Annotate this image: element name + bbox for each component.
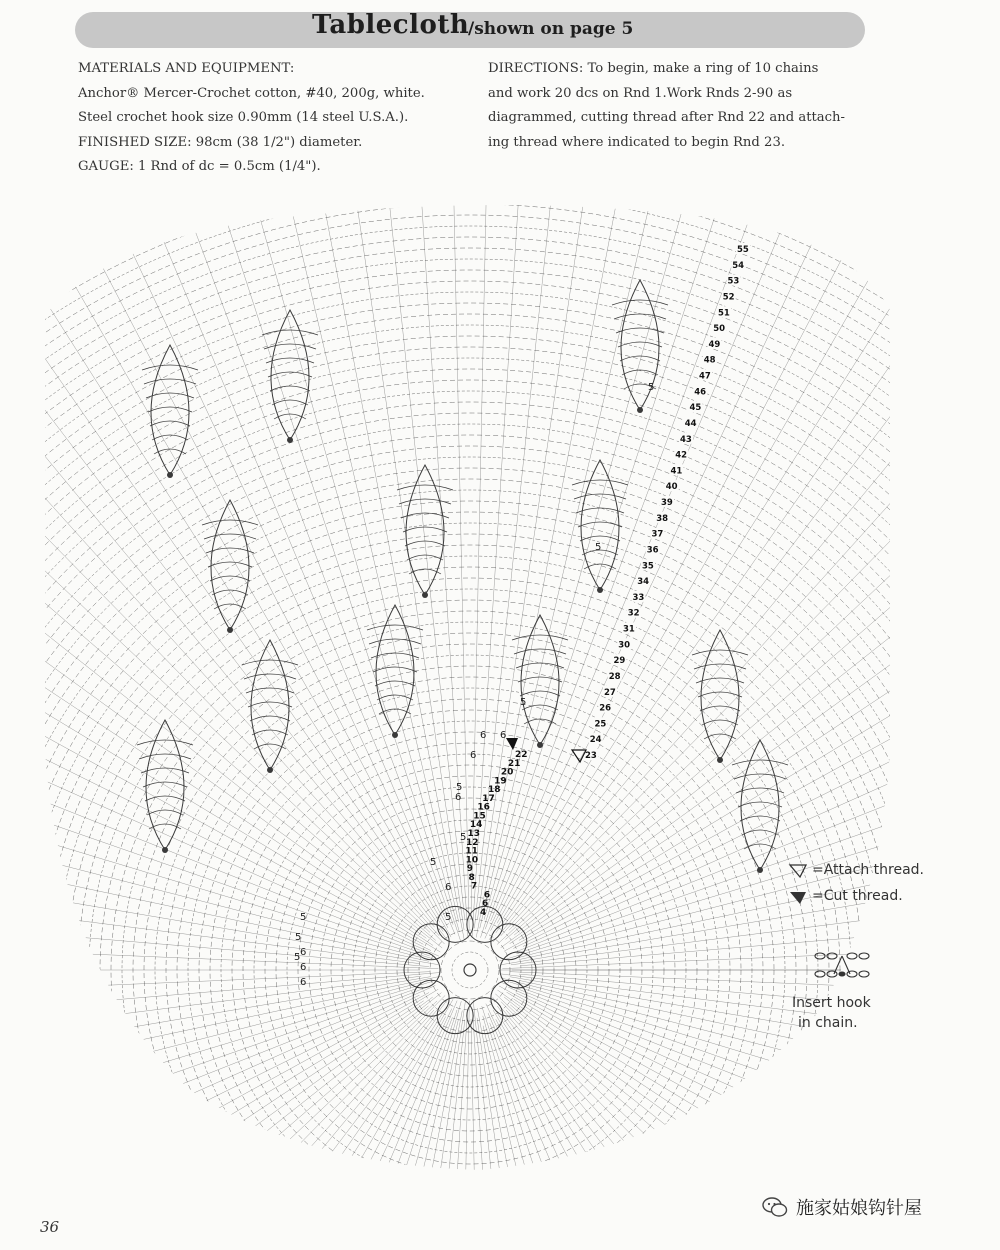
stitch-line	[53, 1016, 446, 1190]
stitch-line	[483, 1016, 712, 1190]
stitch-line	[0, 710, 438, 961]
materials-thread: Anchor® Mercer-Crochet cotton, #40, 200g, white.	[78, 85, 425, 101]
round-number: 42	[675, 450, 688, 461]
round-number: 12	[466, 837, 479, 848]
directions-line: DIRECTIONS: To begin, make a ring of 10 chains	[488, 61, 819, 76]
motif-center-dot	[637, 407, 643, 413]
round-number: 6	[483, 890, 491, 901]
pineapple-motif	[521, 615, 559, 745]
chain-round	[0, 226, 1000, 1190]
center-ring	[464, 964, 476, 976]
repeat-mark: 6	[500, 730, 507, 741]
stitch-line	[0, 536, 423, 944]
chain-round	[0, 303, 1000, 1190]
stitch-line	[0, 895, 429, 967]
stitch-line	[0, 1001, 424, 1190]
cut-thread-marker	[506, 738, 518, 750]
stitch-line	[156, 1018, 452, 1190]
round-number: 27	[604, 687, 616, 698]
stitch-line	[0, 746, 420, 957]
round-number: 47	[699, 371, 711, 382]
pineapple-motif	[701, 630, 739, 760]
stitch-line	[489, 210, 952, 940]
round-number: 26	[599, 703, 612, 714]
directions-column	[488, 57, 860, 155]
round-number: 54	[732, 260, 745, 271]
round-number: 55	[737, 245, 749, 255]
attach-thread-icon	[788, 862, 808, 880]
pineapple-row	[514, 649, 566, 654]
pineapple-row	[252, 730, 288, 735]
legend-attach-label: =Attach thread.	[812, 862, 924, 878]
pineapple-row	[403, 527, 447, 532]
pineapple-row	[150, 421, 190, 426]
stitch-line	[497, 1006, 1000, 1190]
round-number: 52	[722, 292, 735, 303]
stitch-line	[482, 1006, 748, 1190]
chain-round	[210, 710, 730, 1190]
stitch-line	[0, 985, 435, 1190]
stitch-line	[0, 674, 430, 956]
round-number: 31	[623, 624, 635, 635]
pineapple-row	[742, 830, 778, 835]
pineapple-row	[369, 639, 421, 644]
round-number: 4	[480, 908, 487, 918]
insert-hook-icon	[810, 948, 874, 984]
stitch-line	[486, 1004, 853, 1190]
stitch-line	[471, 1019, 489, 1190]
pineapple-row	[373, 667, 417, 672]
directions-line: ing thread where indicated to begin Rnd 23.	[488, 134, 786, 150]
stitch-line	[501, 1015, 983, 1190]
repeat-mark: 5	[295, 932, 302, 943]
crochet-diagram-svg	[0, 190, 1000, 1190]
round-number: 53	[727, 276, 740, 287]
round-number: 41	[670, 466, 683, 477]
pineapple-row	[734, 774, 786, 779]
chain-round	[0, 215, 1000, 1190]
stitch-line	[488, 1013, 819, 1190]
motif-center-dot	[227, 627, 233, 633]
stitch-line	[498, 990, 1000, 1190]
chain-round	[441, 941, 499, 999]
pineapple-row	[512, 635, 568, 640]
round-number: 13	[467, 829, 481, 839]
stitch-line	[504, 997, 1000, 1190]
stitch-line	[301, 190, 467, 940]
chain-round	[0, 193, 1000, 1190]
repeat-mark: 6	[300, 962, 307, 973]
stitch-line	[505, 382, 1000, 939]
round-number: 21	[507, 758, 521, 769]
stitch-line	[0, 231, 443, 932]
stitch-line	[508, 987, 1000, 1190]
round-number: 23	[585, 751, 597, 761]
round-number: 28	[608, 671, 621, 682]
stitch-line	[0, 989, 438, 1190]
finished-size: FINISHED SIZE: 98cm (38 1/2") diameter.	[78, 134, 363, 150]
pineapple-row	[698, 692, 742, 697]
stitch-line	[87, 190, 446, 918]
pineapple-row	[210, 576, 250, 581]
stitch-line	[509, 982, 1000, 1190]
pineapple-row	[204, 534, 256, 539]
pineapple-row	[520, 691, 560, 696]
stitch-line	[519, 504, 1000, 941]
motif-center-dot	[287, 437, 293, 443]
round-number: 46	[694, 387, 707, 398]
stitch-line	[506, 1010, 1000, 1190]
chain-round	[232, 732, 708, 1190]
repeat-mark: 6	[480, 730, 487, 741]
stitch-line	[264, 1019, 458, 1190]
stitch-line	[519, 974, 1000, 1045]
motif-center-dot	[717, 757, 723, 763]
chain-round	[430, 930, 510, 1010]
pineapple-motif	[251, 640, 289, 770]
chain-round	[100, 600, 840, 1190]
pineapple-row	[244, 674, 296, 679]
stitch-line	[0, 277, 435, 928]
pineapple-row	[618, 342, 662, 347]
pineapple-row	[144, 379, 196, 384]
stitch-line	[509, 746, 1000, 960]
pineapple-row	[407, 555, 443, 560]
round-number: 44	[684, 418, 697, 429]
pineapple-row	[522, 705, 558, 710]
repeat-mark: 6	[445, 882, 452, 893]
chain-round	[188, 688, 752, 1190]
pineapple-motif	[376, 605, 414, 735]
repeat-mark: 5	[460, 832, 467, 843]
lace-body	[0, 190, 1000, 1190]
stitch-line	[0, 1007, 447, 1190]
cut-thread-icon	[788, 889, 808, 907]
stitch-line	[0, 932, 438, 968]
round-number: 15	[473, 811, 486, 822]
stitch-line	[0, 210, 440, 922]
chain-round	[0, 237, 1000, 1190]
chain-round	[0, 314, 1000, 1190]
pineapple-row	[692, 650, 748, 655]
round-number: 24	[589, 735, 602, 746]
chain-round	[122, 622, 818, 1190]
chain-round	[0, 413, 1000, 1190]
round-number: 7	[470, 881, 478, 892]
stitch-line	[0, 441, 426, 938]
pineapple-row	[139, 754, 191, 759]
chain-round	[243, 743, 697, 1190]
stitch-line	[0, 1004, 442, 1190]
pineapple-row	[206, 548, 254, 553]
round-number: 35	[642, 561, 654, 572]
pineapple-row	[572, 480, 628, 485]
stitch-line	[474, 190, 564, 928]
round-number: 37	[651, 529, 664, 540]
round-number: 40	[665, 482, 678, 493]
stitch-line	[496, 1019, 887, 1190]
directions-line: and work 20 dcs on Rnd 1.Work Rnds 2-90 as	[488, 85, 793, 101]
repeat-mark: 5	[300, 912, 307, 923]
pineapple-row	[208, 562, 252, 567]
round-number: 48	[703, 355, 716, 366]
stitch-line	[376, 1020, 465, 1190]
stitch-line	[0, 570, 431, 951]
stitch-line	[510, 972, 1000, 1008]
chain-round	[0, 446, 994, 1190]
stitch-line	[501, 978, 1000, 1190]
repeat-mark: 5	[520, 697, 527, 708]
chain-round	[155, 655, 785, 1190]
stitch-line	[53, 190, 448, 928]
stitch-line	[192, 1010, 457, 1190]
pineapple-row	[137, 740, 193, 745]
directions-line: diagrammed, cutting thread after Rnd 22 and attach-	[488, 110, 846, 125]
stitch-line	[501, 301, 1000, 936]
pineapple-motif	[151, 345, 189, 475]
page-number: 36	[40, 1218, 60, 1236]
chain-round	[111, 608, 829, 1190]
stitch-line	[87, 1009, 452, 1190]
motif-center-dot	[597, 587, 603, 593]
round-number: 18	[487, 785, 501, 796]
stitch-line	[0, 604, 439, 956]
motif-center-dot	[162, 847, 168, 853]
stitch-line	[0, 981, 433, 1190]
round-number: 6	[481, 899, 489, 910]
motif-center-dot	[167, 472, 173, 478]
stitch-line	[413, 190, 468, 938]
repeat-mark: 6	[455, 792, 462, 803]
round-number: 20	[500, 767, 514, 778]
stitch-line	[507, 992, 1000, 1190]
stitch-line	[519, 980, 1000, 1157]
chain-round	[452, 952, 488, 988]
stitch-line	[501, 974, 1000, 1083]
round-number: 32	[627, 608, 640, 619]
round-number: 51	[718, 308, 730, 319]
repeat-mark: 6	[300, 947, 307, 958]
repeat-mark: 5	[294, 952, 301, 963]
motif-center-dot	[267, 767, 273, 773]
stitch-line	[510, 977, 1000, 1120]
gauge: GAUGE: 1 Rnd of dc = 0.5cm (1/4").	[78, 159, 321, 174]
pineapple-row	[246, 688, 294, 693]
stitch-line	[0, 639, 421, 951]
pineapple-row	[614, 314, 666, 319]
stitch-line	[477, 1008, 638, 1190]
stitch-line	[511, 857, 1000, 965]
repeat-mark: 5	[648, 382, 655, 393]
wechat-icon	[762, 1196, 788, 1218]
round-number: 17	[482, 793, 495, 804]
materials-hook: Steel crochet hook size 0.90mm (14 steel U.S.A.).	[78, 110, 409, 125]
legend-cut-label: =Cut thread.	[812, 888, 903, 904]
chain-round	[0, 479, 961, 1190]
round-number: 33	[632, 592, 645, 603]
round-number: 9	[466, 864, 474, 875]
chain-round	[0, 402, 1000, 1190]
pineapple-row	[242, 660, 298, 665]
watermark	[762, 1194, 922, 1220]
legend-insert-line1: Insert hook	[792, 995, 871, 1011]
materials-heading: MATERIALS AND EQUIPMENT:	[78, 61, 295, 76]
motif-center-dot	[392, 732, 398, 738]
round-number: 49	[708, 339, 721, 350]
stitch-line	[121, 1001, 457, 1190]
pineapple-row	[141, 768, 189, 773]
page-title: Tablecloth	[312, 10, 470, 40]
repeat-mark: 5	[595, 542, 602, 553]
round-number: 45	[689, 403, 702, 414]
round-number: 10	[465, 855, 479, 866]
round-number: 43	[680, 434, 692, 445]
stitch-line	[0, 995, 419, 1190]
stitch-line	[0, 382, 436, 941]
pineapple-row	[268, 372, 312, 377]
stitch-line	[0, 998, 449, 1190]
stitch-line	[491, 190, 819, 921]
round-number: 30	[618, 640, 631, 651]
pineapple-row	[143, 782, 187, 787]
stitch-line	[0, 857, 420, 963]
repeat-mark: 6	[300, 977, 307, 988]
round-number: 16	[477, 802, 490, 813]
chain-round	[0, 204, 1000, 1190]
stitch-line	[476, 190, 638, 937]
motif-center-dot	[757, 867, 763, 873]
round-number: 22	[515, 750, 528, 760]
pineapple-row	[262, 330, 318, 335]
pineapple-row	[212, 590, 248, 595]
pineapple-row	[574, 494, 626, 499]
watermark-text: 施家姑娘钩针屋	[796, 1198, 922, 1219]
stitch-line	[518, 987, 1000, 1190]
stitch-line	[0, 783, 429, 961]
chain-round	[199, 699, 741, 1190]
repeat-mark: 5	[445, 912, 452, 923]
pineapple-row	[518, 677, 562, 682]
pineapple-row	[401, 513, 449, 518]
chain-round	[0, 292, 1000, 1190]
stitch-line	[481, 190, 749, 938]
pineapple-row	[377, 695, 413, 700]
stitch-line	[490, 1023, 784, 1190]
pineapple-row	[702, 720, 738, 725]
stitch-line	[0, 989, 416, 1190]
stitch-line	[500, 982, 1000, 1190]
stitch-line	[264, 190, 458, 922]
stitch-line	[0, 982, 423, 1190]
pineapple-row	[580, 536, 620, 541]
pineapple-row	[700, 706, 740, 711]
round-number: 11	[465, 846, 478, 857]
round-number: 19	[494, 776, 507, 787]
pineapple-row	[616, 328, 664, 333]
pineapple-row	[576, 508, 624, 513]
pineapple-row	[142, 365, 198, 370]
repeat-mark: 5	[430, 857, 437, 868]
round-number: 39	[661, 498, 673, 508]
pineapple-row	[740, 816, 780, 821]
stitch-line	[516, 671, 1000, 954]
materials-column	[78, 57, 468, 180]
stitch-line	[20, 191, 451, 938]
stitch-line	[501, 441, 1000, 948]
legend-insert-line2: in chain.	[798, 1015, 858, 1031]
stitch-line	[491, 190, 887, 931]
pineapple-motif	[146, 720, 184, 850]
round-number: 25	[594, 719, 607, 730]
round-number: 29	[613, 656, 626, 667]
round-number: 36	[646, 545, 659, 556]
pineapple-row	[152, 435, 188, 440]
pineapple-row	[397, 485, 453, 490]
stitch-line	[501, 1002, 1000, 1190]
pineapple-row	[146, 393, 194, 398]
pineapple-row	[250, 716, 290, 721]
round-number: 14	[469, 820, 483, 831]
chain-round	[133, 633, 807, 1190]
round-number: 50	[713, 324, 726, 335]
stitch-line	[0, 977, 431, 1120]
stitch-line	[0, 1001, 437, 1190]
repeat-mark: 5	[456, 782, 463, 793]
stitch-line	[228, 190, 462, 932]
pineapple-row	[147, 810, 183, 815]
pineapple-row	[375, 681, 415, 686]
repeat-mark: 6	[470, 750, 477, 761]
stitch-line	[497, 191, 920, 924]
motif-center-dot	[537, 742, 543, 748]
pineapple-row	[270, 386, 310, 391]
pineapple-row	[620, 356, 660, 361]
pineapple-row	[367, 625, 423, 630]
round-number: 8	[468, 872, 475, 883]
stitch-line	[507, 639, 1000, 956]
crochet-diagram	[0, 190, 1000, 1190]
motif-center-dot	[422, 592, 428, 598]
round-number: 34	[637, 577, 650, 588]
stitch-line	[20, 999, 453, 1190]
round-number: 38	[656, 513, 669, 524]
page-subtitle: /shown on page 5	[468, 19, 634, 39]
